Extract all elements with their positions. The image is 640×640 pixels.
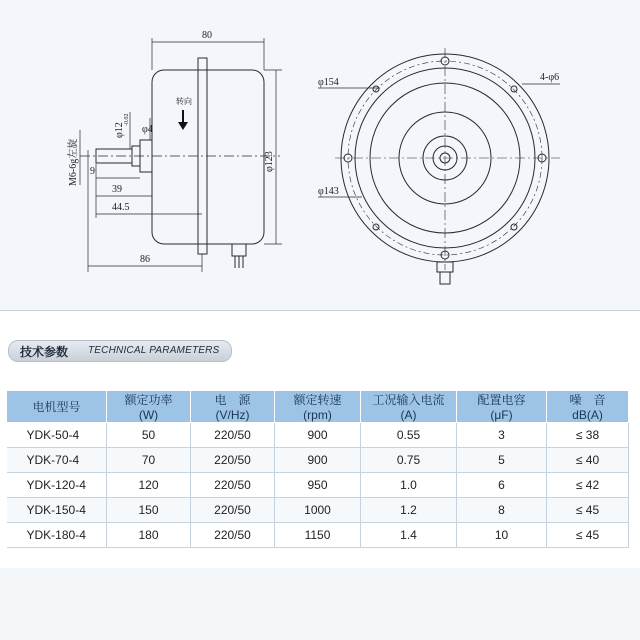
section-title-en: TECHNICAL PARAMETERS — [88, 345, 220, 356]
cell-speed: 900 — [275, 448, 361, 473]
cell-power: 150 — [107, 498, 191, 523]
motor-body-side — [152, 70, 264, 244]
cell-noise: ≤ 38 — [547, 423, 629, 448]
cell-noise: ≤ 45 — [547, 498, 629, 523]
cell-noise: ≤ 40 — [547, 448, 629, 473]
motor-front-view — [318, 48, 560, 284]
cell-current: 1.4 — [361, 523, 457, 548]
table-row — [7, 423, 629, 448]
cell-supply: 220/50 — [191, 498, 275, 523]
cell-speed: 1150 — [275, 523, 361, 548]
cell-model: YDK-70-4 — [7, 448, 107, 473]
cell-current: 0.75 — [361, 448, 457, 473]
cell-model: YDK-150-4 — [7, 498, 107, 523]
dim-9: 9 — [90, 166, 95, 177]
header-power: 额定功率 (W) — [107, 391, 191, 423]
parameters-table — [6, 390, 629, 548]
cell-power: 180 — [107, 523, 191, 548]
cell-speed: 1000 — [275, 498, 361, 523]
header-model: 电机型号 — [7, 391, 107, 423]
cell-supply: 220/50 — [191, 473, 275, 498]
cell-current: 0.55 — [361, 423, 457, 448]
rotation-label: 转向 — [176, 97, 192, 106]
cell-current: 1.0 — [361, 473, 457, 498]
cell-current: 1.2 — [361, 498, 457, 523]
dim-bore-diameter: φ12 — [114, 122, 125, 138]
dim-86: 86 — [140, 254, 150, 265]
cell-capacitor: 3 — [457, 423, 547, 448]
cell-noise: ≤ 45 — [547, 523, 629, 548]
dim-length: 80 — [202, 30, 212, 41]
dim-holes: 4-φ6 — [540, 72, 560, 83]
cell-model: YDK-50-4 — [7, 423, 107, 448]
cell-speed: 950 — [275, 473, 361, 498]
dim-44-5: 44.5 — [112, 202, 130, 213]
dim-outer-diameter: φ154 — [318, 77, 339, 88]
dim-body-diameter: φ123 — [264, 151, 275, 172]
cell-model: YDK-180-4 — [7, 523, 107, 548]
header-supply: 电 源 (V/Hz) — [191, 391, 275, 423]
section-title-zh: 技术参数 — [20, 345, 69, 359]
cell-power: 50 — [107, 423, 191, 448]
table-row — [7, 448, 629, 473]
dim-thread: M6-6g左旋 — [68, 138, 79, 186]
cell-capacitor: 5 — [457, 448, 547, 473]
dim-shaft-diameter: φ4 — [142, 124, 153, 135]
table-row — [7, 473, 629, 498]
cell-supply: 220/50 — [191, 423, 275, 448]
cell-capacitor: 6 — [457, 473, 547, 498]
header-current: 工况输入电流 (A) — [361, 391, 457, 423]
header-noise: 噪 音 dB(A) — [547, 391, 629, 423]
cell-capacitor: 10 — [457, 523, 547, 548]
dim-bore-tolerance: -0.02 — [124, 113, 130, 126]
header-speed: 额定转速 (rpm) — [275, 391, 361, 423]
header-capacitor: 配置电容 (μF) — [457, 391, 547, 423]
cell-supply: 220/50 — [191, 448, 275, 473]
table-row — [7, 498, 629, 523]
dim-39: 39 — [112, 184, 122, 195]
technical-drawing-panel — [0, 0, 640, 311]
cell-power: 120 — [107, 473, 191, 498]
cell-speed: 900 — [275, 423, 361, 448]
table-header-row — [7, 391, 629, 423]
table-row — [7, 523, 629, 548]
motor-drawing — [0, 0, 640, 310]
rotation-arrow-icon — [178, 110, 188, 130]
cell-power: 70 — [107, 448, 191, 473]
cell-model: YDK-120-4 — [7, 473, 107, 498]
section-header — [8, 340, 230, 362]
cell-noise: ≤ 42 — [547, 473, 629, 498]
dim-pcd: φ143 — [318, 186, 339, 197]
cell-capacitor: 8 — [457, 498, 547, 523]
cell-supply: 220/50 — [191, 523, 275, 548]
page-footer-area — [0, 568, 640, 640]
